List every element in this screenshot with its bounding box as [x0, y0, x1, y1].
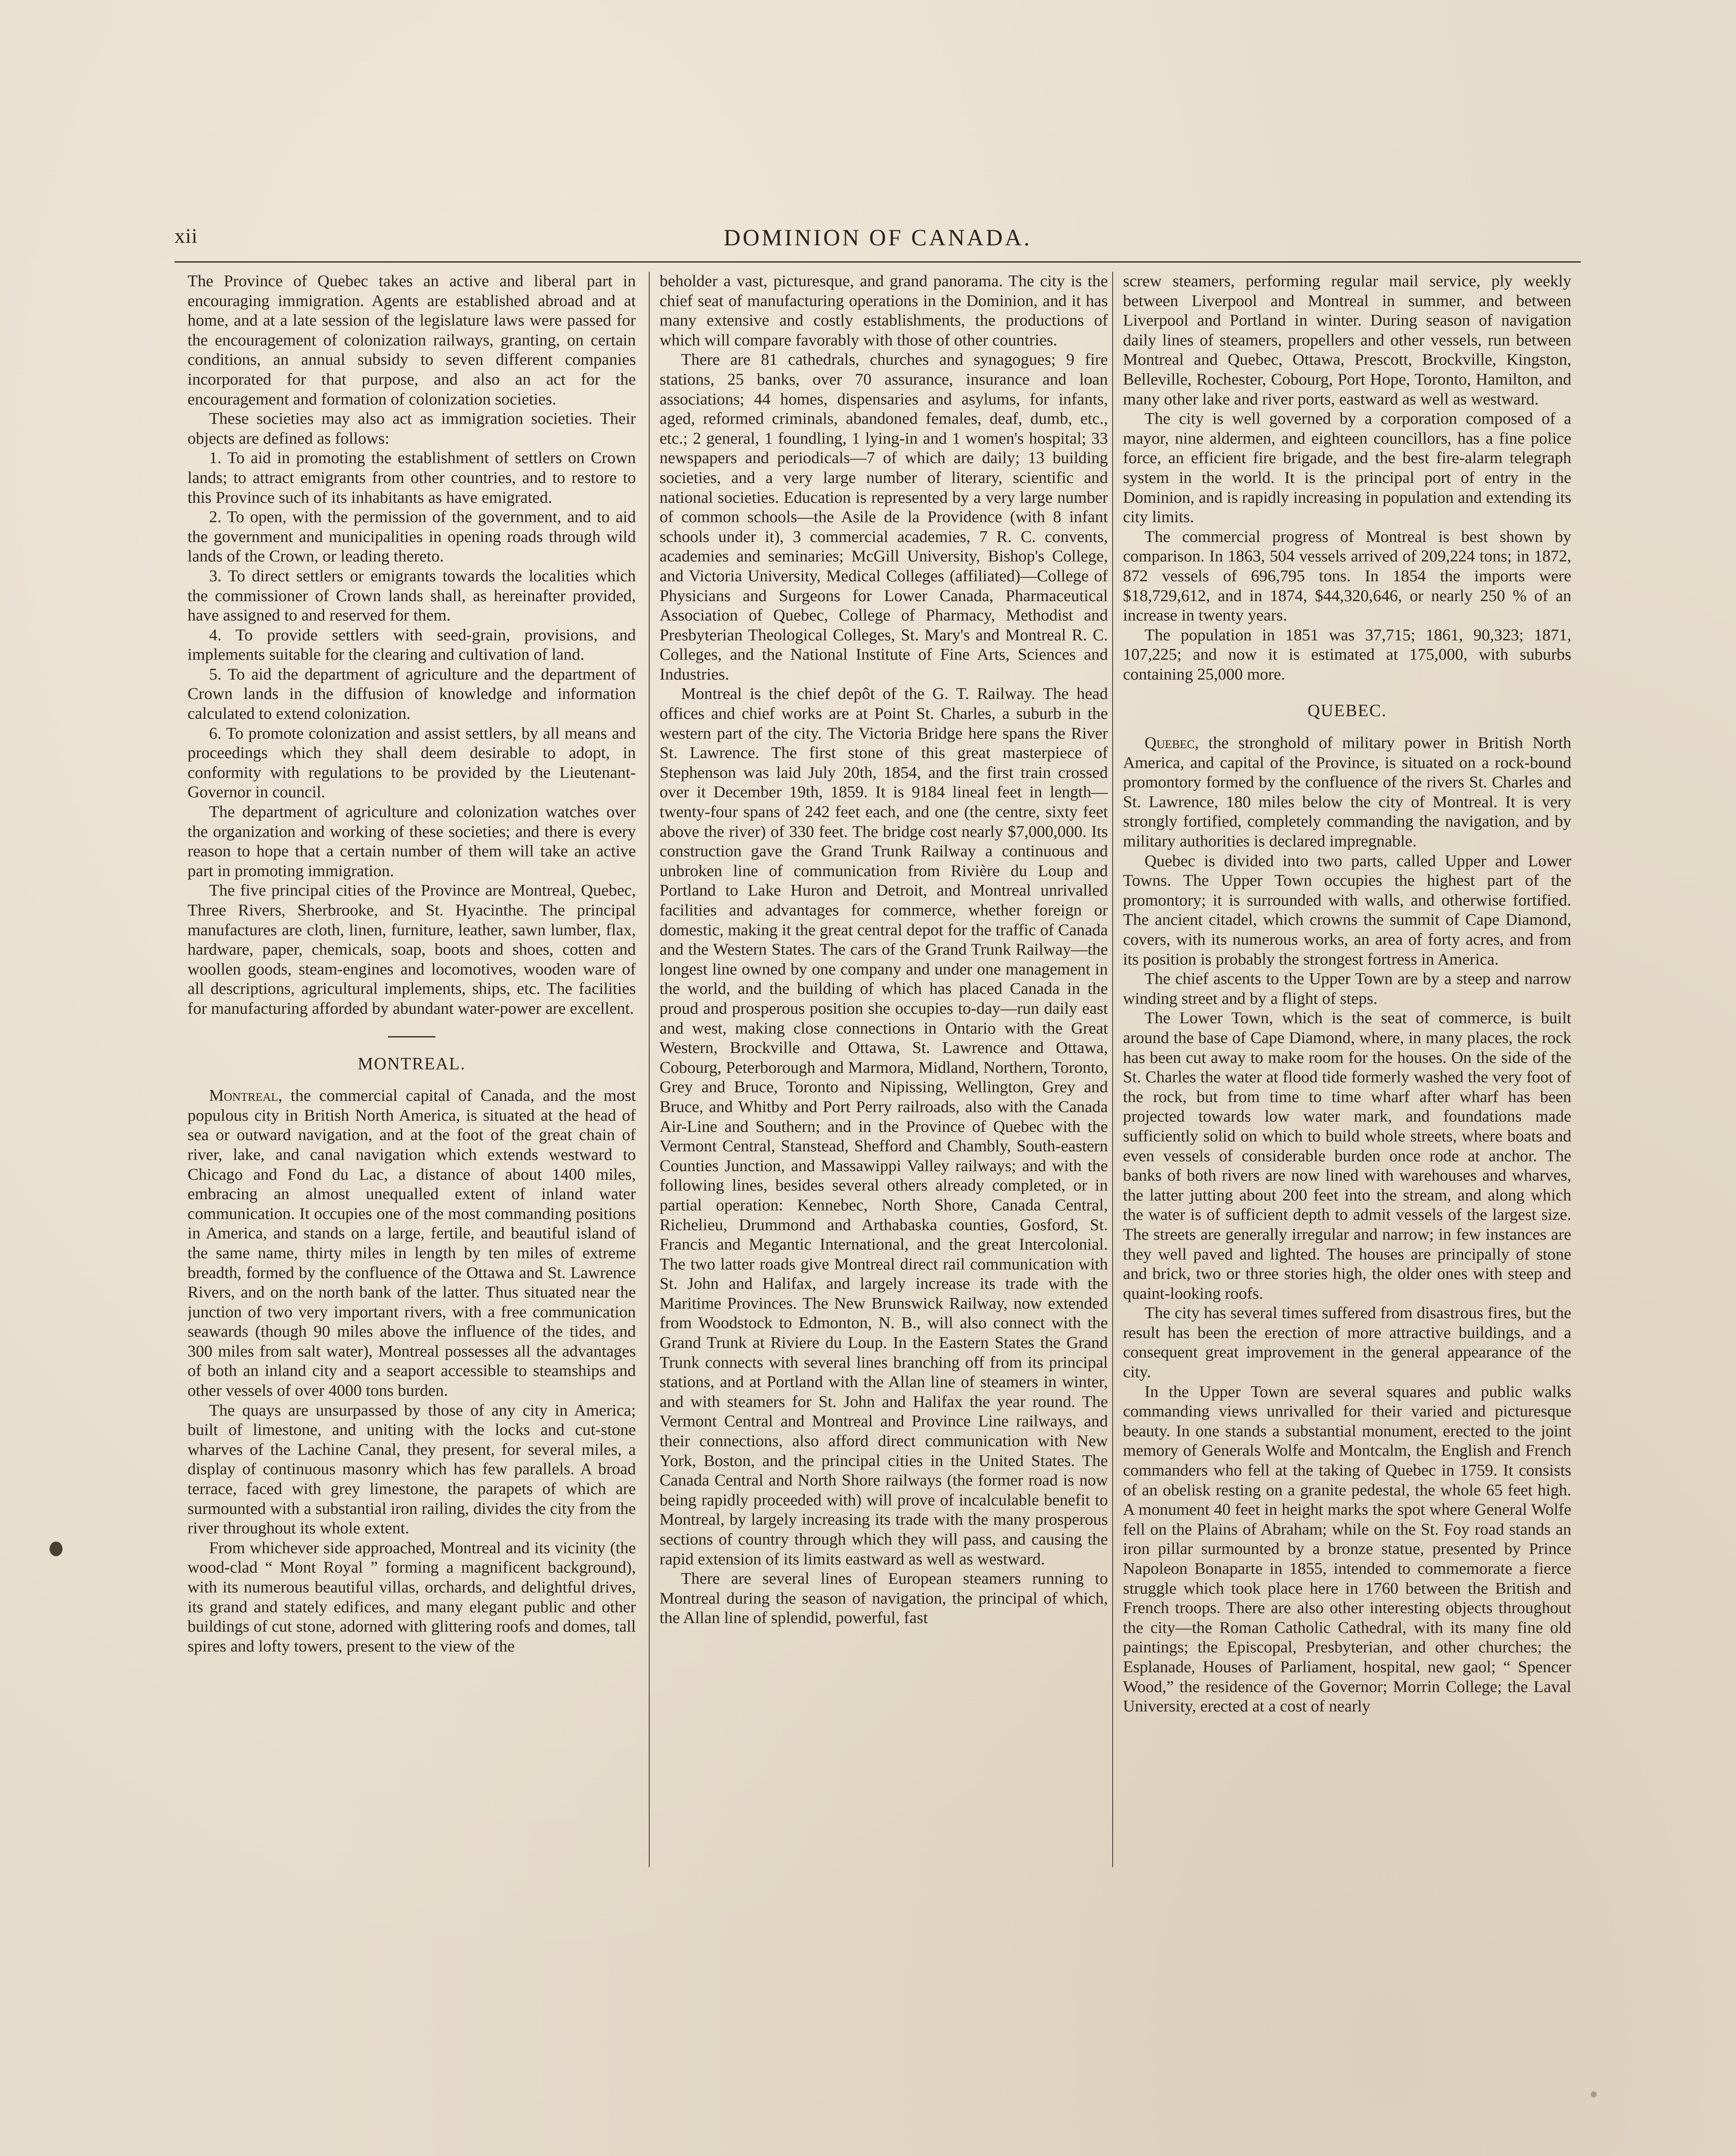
- page-number: xii: [175, 225, 198, 248]
- column-3: [1123, 272, 1571, 1867]
- paragraph: beholder a vast, picturesque, and grand panorama. The city is the chief seat of manufacturing operations in the Dominion, and it has many extensive and costly establishments, the productions of which will compare favorably with those of other countries.: [660, 272, 1108, 349]
- paragraph: Quebec is divided into two parts, called Upper and Lower Towns. The Upper Town occupies the highest part of the promontory; it is surrounded with walls, and otherwise fortified. The ancient citadel, which crowns the summit of Cape Diamond, covers, with its numerous works, an area of forty acres, and from its position is probably the strongest fortress in America.: [1123, 852, 1571, 968]
- paragraph: 5. To aid the department of agriculture and the department of Crown lands in the diffusion of knowledge and information calculated to extend colonization.: [188, 665, 636, 723]
- paragraph: There are several lines of European steamers running to Montreal during the season of navigation, the principal of which, the Allan line of splendid, powerful, fast: [660, 1570, 1108, 1627]
- section-heading-quebec: QUEBEC.: [1307, 701, 1387, 721]
- paragraph: In the Upper Town are several squares and public walks commanding views unrivalled for their varied and picturesque beauty. In one stands a substantial monument, erected to the joint memory of Generals Wolfe and Montcalm, the English and French commanders who fell at the taking of Quebec in 1759. It consists of an obelisk resting on a granite pedestal, the whole 65 feet high. A monument 40 feet in height marks the spot where General Wolfe fell on the Plains of Abraham; while on the St. Foy road stands an iron pillar surmounted by a bronze statue, presented by Prince Napoleon Bonaparte in 1855, intended to commemorate a fierce struggle which took place here in 1760 between the British and French troops. There are also other interesting objects throughout the city—the Roman Catholic Cathedral, with its many fine old paintings; the Episcopal, Presbyterian, and other churches; the Esplanade, Houses of Parliament, hospital, new gaol; “ Spencer Wood,” the residence of the Governor; Morrin College; the Laval University, erected at a cost of nearly: [1123, 1382, 1571, 1716]
- paragraph: The Lower Town, which is the seat of commerce, is built around the base of Cape Diamond, where, in many places, the rock has been cut away to make room for the houses. On the side of the St. Charles the water at flood tide formerly washed the very foot of the rock, but from time to time wharf after wharf has been projected towards low water mark, and foundations made sufficiently solid on which to build whole streets, where boats and even vessels of considerable burden once rode at anchor. The banks of both rivers are now lined with warehouses and wharves, the latter jutting about 200 feet into the stream, and along which the water is of sufficient depth to admit vessels of the largest size. The streets are generally irregular and narrow; in few instances are they well paved and lighted. The houses are principally of stone and brick, two or three stories high, the older ones with steep and quaint-looking roofs.: [1123, 1009, 1571, 1303]
- paragraph: 2. To open, with the permission of the government, and to aid the government and municipalities in opening roads through wild lands of the Crown, or leading thereto.: [188, 508, 636, 566]
- header-rule: [175, 261, 1581, 263]
- paragraph: 6. To promote colonization and assist settlers, by all means and proceedings which they shall deem desirable to adopt, in conformity with regulations to be provided by the Lieutenant-Governor in council.: [188, 724, 636, 802]
- paragraph: The department of agriculture and colonization watches over the organization and working of these societies; and there is every reason to hope that a certain number of them will take an active part in promoting immigration.: [188, 803, 636, 880]
- column-divider: [649, 272, 650, 1867]
- paragraph: screw steamers, performing regular mail service, ply weekly between Liverpool and Montreal in summer, and between Liverpool and Portland in winter. During season of navigation daily lines of steamers, propellers and other vessels, run between Montreal and Quebec, Ottawa, Prescott, Brockville, Kingston, Belleville, Rochester, Cobourg, Port Hope, Toronto, Hamilton, and many other lake and river ports, eastward as well as westward.: [1123, 272, 1571, 408]
- paragraph: The chief ascents to the Upper Town are by a steep and narrow winding street and by a flight of steps.: [1123, 970, 1571, 1008]
- paragraph: 3. To direct settlers or emigrants towards the localities which the commissioner of Crown lands shall, as hereinafter provided, have assigned to and reserved for them.: [188, 567, 636, 625]
- paragraph: The city has several times suffered from disastrous fires, but the result has been the erection of more attractive buildings, and a consequent great improvement in the general appearance of the city.: [1123, 1304, 1571, 1382]
- paragraph-text: the commercial capital of Canada, and the most populous city in British North America, is situated at the head of sea or outward navigation, and at the foot of the great chain of river, lake, and canal navigation which extends westward to Chicago and Fond du Lac, a distance of about 1400 miles, embracing an almost unequalled extent of inland water communication. It occupies one of the most commanding positions in America, and stands on a large, fertile, and beautiful island of the same name, thirty miles in length by ten miles of extreme breadth, formed by the confluence of the Ottawa and St. Lawrence Rivers, and on the north bank of the latter. Thus situated near the junction of two very important rivers, with a free communication seawards (though 90 miles above the influence of the tides, and 300 miles from salt water), Montreal possesses all the advantages of both an inland city and a seaport accessible to steamships and other vessels of over 4000 tons burden.: [188, 1087, 636, 1400]
- paragraph: From whichever side approached, Montreal and its vicinity (the wood-clad “ Mont Royal ” forming a magnificent background), with its numerous beautiful villas, orchards, and delightful drives, its grand and stately edifices, and many elegant public and other buildings of cut stone, adorned with glittering roofs and domes, tall spires and lofty towers, present to the view of the: [188, 1539, 636, 1655]
- paper-spot: [1591, 2091, 1597, 2097]
- column-2: [660, 272, 1108, 1867]
- paragraph: 4. To provide settlers with seed-grain, provisions, and implements suitable for the clearing and cultivation of land.: [188, 626, 636, 664]
- paragraph: The population in 1851 was 37,715; 1861, 90,323; 1871, 107,225; and now it is estimated at 175,000, with suburbs containing 25,000 more.: [1123, 626, 1571, 683]
- paragraph: The quays are unsurpassed by those of any city in America; built of limestone, and uniting with the locks and cut-stone wharves of the Lachine Canal, they present, for several miles, a display of continuous masonry which has few parallels. A broad terrace, faced with grey limestone, the parapets of which are surmounted with a substantial iron railing, divides the city from the river throughout its whole extent.: [188, 1401, 636, 1538]
- paragraph: 1. To aid in promoting the establishment of settlers on Crown lands; to attract emigrants from other countries, and to restore to this Province such of its inhabitants as have emigrated.: [188, 449, 636, 507]
- section-heading-montreal: MONTREAL.: [357, 1053, 466, 1073]
- running-head: DOMINION OF CANADA.: [723, 225, 1032, 251]
- paragraph: The Province of Quebec takes an active and liberal part in encouraging immigration. Agents are established abroad and at home, and at a late session of the legislature laws were passed for the encouragement of colonization railways, granting, on certain conditions, an annual subsidy to seven different companies incorporated for that purpose, and also an act for the encouragement and formation of colonization societies.: [188, 272, 636, 408]
- paragraph: The city is well governed by a corporation composed of a mayor, nine aldermen, and eighteen councillors, has a fine police force, an efficient fire brigade, and the best fire-alarm telegraph system in the world. It is the principal port of entry in the Dominion, and is rapidly increasing in population and extending its city limits.: [1123, 410, 1571, 526]
- paragraph-text: the stronghold of military power in British North America, and capital of the Province, is situated on a rock-bound promontory formed by the confluence of the rivers St. Charles and St. Lawrence, 180 miles below the city of Montreal. It is very strongly fortified, completely commanding the navigation, and by military authorities is declared impregnable.: [1123, 734, 1571, 851]
- column-1: [188, 272, 636, 1867]
- paragraph: The five principal cities of the Province are Montreal, Quebec, Three Rivers, Sherbrooke, and St. Hyacinthe. The principal manufactures are cloth, linen, furniture, leather, sawn lumber, flax, hardware, paper, chemicals, soap, boots and shoes, cotten and woollen goods, steam-engines and locomotives, wooden ware of all descriptions, agricultural implements, ships, etc. The facilities for manufacturing afforded by abundant water-power are excellent.: [188, 881, 636, 1018]
- paragraph: The commercial progress of Montreal is best shown by comparison. In 1863, 504 vessels arrived of 209,224 tons; in 1872, 872 vessels of 696,795 tons. In 1854 the imports were $18,729,612, and in 1874, $44,320,646, or nearly 250 % of an increase in twenty years.: [1123, 527, 1571, 625]
- ink-spot: [50, 1542, 63, 1556]
- lead-word: Montreal,: [209, 1087, 282, 1105]
- paragraph: There are 81 cathedrals, churches and synagogues; 9 fire stations, 25 banks, over 70 assurance, insurance and loan associations; 44 homes, dispensaries and asylums, for infants, aged, reformed criminals, abandoned females, deaf, dumb, etc., etc.; 2 general, 1 foundling, 1 lying-in and 1 women's hospital; 33 newspapers and periodicals—7 of which are daily; 13 building societies, and a very large number of literary, scientific and national societies. Education is represented by a very large number of common schools—the Asile de la Providence (with 8 infant schools under it), 3 commercial academies, 7 R. C. convents, academies and seminaries; McGill University, Bishop's College, and Victoria University, Medical Colleges (affiliated)—College of Physicians and Surgeons for Lower Canada, Pharmaceutical Association of Quebec, College of Pharmacy, Methodist and Presbyterian Theological Colleges, St. Mary's and Montreal R. C. Colleges, and the National Institute of Fine Arts, Sciences and Industries.: [660, 351, 1108, 683]
- section-rule: [388, 1036, 435, 1037]
- column-divider: [1112, 272, 1113, 1867]
- lead-word: Quebec,: [1145, 734, 1199, 752]
- page-header: [175, 224, 1581, 259]
- paragraph: These societies may also act as immigration societies. Their objects are defined as follows:: [188, 410, 636, 448]
- paragraph: [1123, 733, 1571, 852]
- paragraph: [188, 1086, 636, 1401]
- paragraph: Montreal is the chief depôt of the G. T. Railway. The head offices and chief works are at Point St. Charles, a suburb in the western part of the city. The Victoria Bridge here spans the River St. Lawrence. The first stone of this great masterpiece of Stephenson was laid July 20th, 1854, and the first train crossed over it December 19th, 1859. It is 9184 lineal feet in length—twenty-four spans of 242 feet each, and one (the centre, sixty feet above the river) of 330 feet. The bridge cost nearly $7,000,000. Its construction gave the Grand Trunk Railway a continuous and unbroken line of communication from Rivière du Loup and Portland to Lake Huron and Detroit, and Montreal unrivalled facilities and advantages for commerce, whether foreign or domestic, making it the great central depot for the traffic of Canada and the Western States. The cars of the Grand Trunk Railway—the longest line owned by one company and under one management in the world, and the building of which has placed Canada in the proud and prosperous position she occupies to-day—run daily east and west, making close connections in Ontario with the Great Western, Brockville and Ottawa, St. Lawrence and Ottawa, Cobourg, Peterborough and Marmora, Midland, Northern, Toronto, Grey and Bruce, Toronto and Nipissing, Wellington, Grey and Bruce, and Whitby and Port Perry railroads, also with the Canada Air-Line and Southern; and in the Province of Quebec with the Vermont Central, Stanstead, Shefford and Chambly, South-eastern Counties Junction, and Massawippi Valley railways; and with the following lines, besides several others already completed, or in partial operation: Kennebec, North Shore, Canada Central, Richelieu, Drummond and Arthabaska counties, Gosford, St. Francis and Megantic International, and the great Intercolonial. The two latter roads give Montreal direct rail communication with St. John and Halifax, and largely increase its trade with the Maritime Provinces. The New Brunswick Railway, now extended from Woodstock to Edmonton, N. B., will also connect with the Grand Trunk at Riviere du Loup. In the Eastern States the Grand Trunk connects with several lines branching off from its principal stations, and at Portland with the Allan line of steamers in winter, and with steamers for St. John and Halifax the year round. The Vermont Central and Montreal and Province Line railways, and their connections, also afford direct communication with New York, Boston, and the principal cities in the United States. The Canada Central and North Shore railways (the former road is now being rapidly proceeded with) will prove of incalculable benefit to Montreal, by largely increasing its trade with the many prosperous sections of country through which they will pass, and causing the rapid extension of its limits eastward as well as westward.: [660, 685, 1108, 1568]
